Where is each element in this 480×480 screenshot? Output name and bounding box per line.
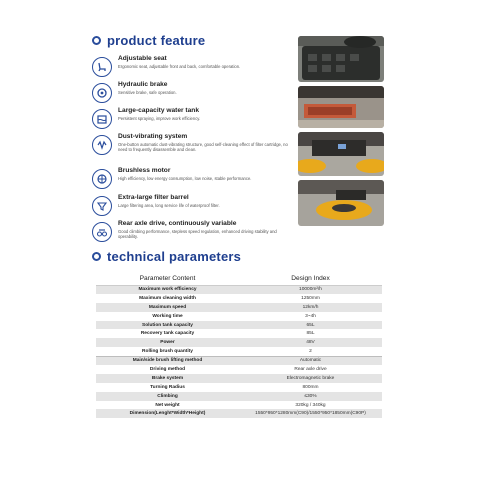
feature-item (92, 81, 297, 103)
parameter-value: Automatic (239, 356, 382, 365)
feature-name: Adjustable seat (118, 55, 167, 62)
feature-item (92, 133, 297, 155)
brake-icon (92, 83, 112, 103)
technical-parameters-heading (92, 249, 241, 264)
table-row (96, 285, 382, 294)
parameter-value: Electromagnetic brake (239, 374, 382, 383)
feature-name: Hydraulic brake (118, 81, 168, 88)
feature-description: One-button automatic dust-vibrating structure, good self-cleaning effect of filter cartridge, no need to frequently disassemble and clean. (118, 142, 288, 153)
table-row (96, 365, 382, 374)
feature-item (92, 55, 297, 77)
table-row (96, 321, 382, 330)
parameter-name: Turning Radius (150, 384, 185, 390)
parameter-name: Net weight (155, 402, 180, 408)
bullet-circle-icon (92, 252, 101, 261)
seat-icon (92, 57, 112, 77)
side-brush-closeup-photo (298, 180, 384, 226)
parameter-name: Main/side brush lifting method (96, 356, 239, 365)
parameter-value: 10000m²/h (239, 285, 382, 294)
parameter-name: Driving method (149, 366, 186, 372)
feature-name: Large-capacity water tank (118, 107, 199, 114)
parameter-name: Climbing (96, 392, 239, 401)
parameter-value: 65L (239, 321, 382, 330)
parameter-name: Maximum work efficiency (96, 285, 239, 294)
product-feature-heading (92, 33, 205, 48)
table-header-row (96, 272, 382, 285)
parameter-name: Brake system (96, 374, 239, 383)
parameter-name: Solution tank capacity (96, 321, 239, 330)
table-row (96, 303, 382, 312)
column-header: Design Index (239, 272, 382, 285)
feature-description: High efficiency, low energy consumption, low noise, stable performance. (118, 176, 252, 181)
feature-name: Rear axle drive, continuously variable (118, 220, 237, 227)
product-feature-title: product feature (107, 33, 206, 48)
parameter-name: Working time (152, 313, 183, 319)
technical-parameters-title: technical parameters (107, 249, 242, 264)
side-brush-front-photo (298, 132, 384, 176)
parameter-value: 1250mm (301, 295, 320, 301)
feature-name: Extra-large filter barrel (118, 194, 189, 201)
table-row (96, 356, 382, 365)
parameter-name: Maximum cleaning width (139, 295, 196, 301)
parameter-value: 2 (239, 347, 382, 356)
parameter-value: 12km/h (239, 303, 382, 312)
rear-axle-icon (92, 222, 112, 242)
parameter-name: Maximum speed (96, 303, 239, 312)
table-row (96, 338, 382, 347)
table-row (96, 374, 382, 383)
parameter-value: 320kg / 340kg (295, 402, 326, 408)
water-tank-icon (92, 109, 112, 129)
parameter-table (96, 272, 382, 418)
parameter-value: Rear axle drive (294, 366, 327, 372)
motor-icon (92, 169, 112, 189)
bullet-circle-icon (92, 36, 101, 45)
parameter-name: Power (96, 338, 239, 347)
table-row (96, 312, 382, 321)
feature-name: Brushless motor (118, 167, 171, 174)
table-row (96, 329, 382, 338)
table-row (96, 383, 382, 392)
feature-description: Sensitive brake, safe operation. (118, 90, 177, 95)
feature-description: Persistent spraying, improve work efficiency. (118, 116, 201, 121)
table-row (96, 401, 382, 410)
filter-icon (92, 196, 112, 216)
parameter-value: 3~4h (305, 313, 316, 319)
table-row (96, 409, 382, 418)
feature-description: Large filtering area, long service life of waterproof filter. (118, 203, 220, 208)
parameter-value: 1550*950*1280mm(C90)/1550*950*1850mm(C90P) (239, 409, 382, 418)
feature-item (92, 107, 297, 129)
parameter-name: Recovery tank capacity (140, 331, 195, 337)
parameter-value: 800mm (302, 384, 319, 390)
table-row (96, 347, 382, 356)
feature-description: Good climbing performance, stepless speed regulation, enhanced driving stability and operability. (118, 229, 277, 240)
feature-description: Ergonomic seat, adjustable front and back, comfortable operation. (118, 64, 241, 69)
parameter-value: ≤30% (239, 392, 382, 401)
feature-item (92, 220, 297, 242)
column-header: Parameter Content (96, 272, 239, 285)
feature-name: Dust-vibrating system (118, 133, 188, 140)
parameter-value: 48V (239, 338, 382, 347)
feature-item (92, 167, 297, 189)
parameter-name: Dimension(Lenght*Width*Height) (96, 409, 239, 418)
dust-vibration-icon (92, 135, 112, 155)
table-row (96, 392, 382, 401)
seat-control-photo (298, 36, 384, 82)
feature-item (92, 194, 297, 216)
table-row (96, 294, 382, 303)
parameter-name: Rolling brush quantity (96, 347, 239, 356)
brake-pedal-photo (298, 86, 384, 128)
parameter-value: 85L (306, 331, 315, 337)
